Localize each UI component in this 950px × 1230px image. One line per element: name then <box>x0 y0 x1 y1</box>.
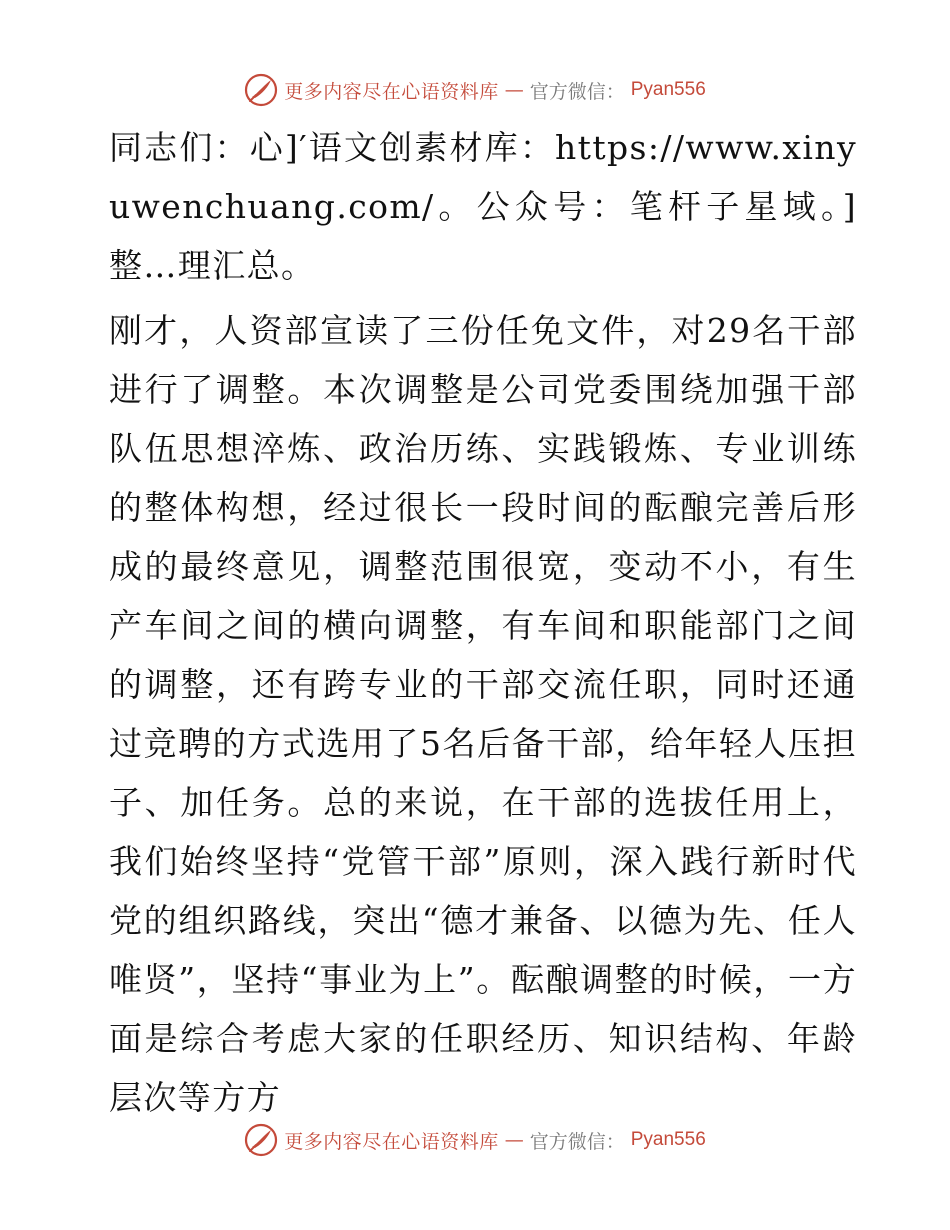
banner-wechat-label: 官方微信： <box>529 80 625 103</box>
footer-watermark-banner <box>0 1118 950 1162</box>
banner-wechat-id: Pyan556 <box>630 79 706 100</box>
banner-separator: — <box>504 79 524 101</box>
banner-wechat-id: Pyan556 <box>630 1129 706 1150</box>
banner-separator: — <box>504 1129 524 1151</box>
paragraph-main: 刚才，人资部宣读了三份任免文件，对29名干部进行了调整。本次调整是公司党委围绕加强干部队伍思想淬炼、政治历练、实践锻炼、专业训练的整体构想，经过很长一段时间的酝酿完善后形成的最终意见，调整范围很宽，变动不小，有生产车间之间的横向调整，有车间和职能部门之间的调整，还有跨专业的干部交流任职，同时还通过竞聘的方式选用了5名后备干部，给年轻人压担子、加任务。总的来说，在干部的选拔任用上，我们始终坚持“党管干部”原则，深入践行新时代党的组织路线，突出“德才兼备、以德为先、任人唯贤”，坚持“事业为上”。酝酿调整的时候，一方面是综合考虑大家的任职经历、知识结构、年龄层次等方方 <box>109 311 857 1117</box>
document-body <box>97 118 857 1127</box>
header-watermark-banner <box>0 68 950 112</box>
banner-wechat-label: 官方微信： <box>529 1130 625 1153</box>
banner-text: 更多内容尽在心语资料库 <box>284 80 499 103</box>
paragraph-greeting: 同志们：心]′语文创素材库：https://www.xinyuwenchuang.com/。公众号：笔杆子星域。]整…理汇总。 <box>109 128 857 285</box>
quill-logo-icon <box>244 73 278 107</box>
quill-logo-icon <box>244 1123 278 1157</box>
banner-text: 更多内容尽在心语资料库 <box>284 1130 499 1153</box>
